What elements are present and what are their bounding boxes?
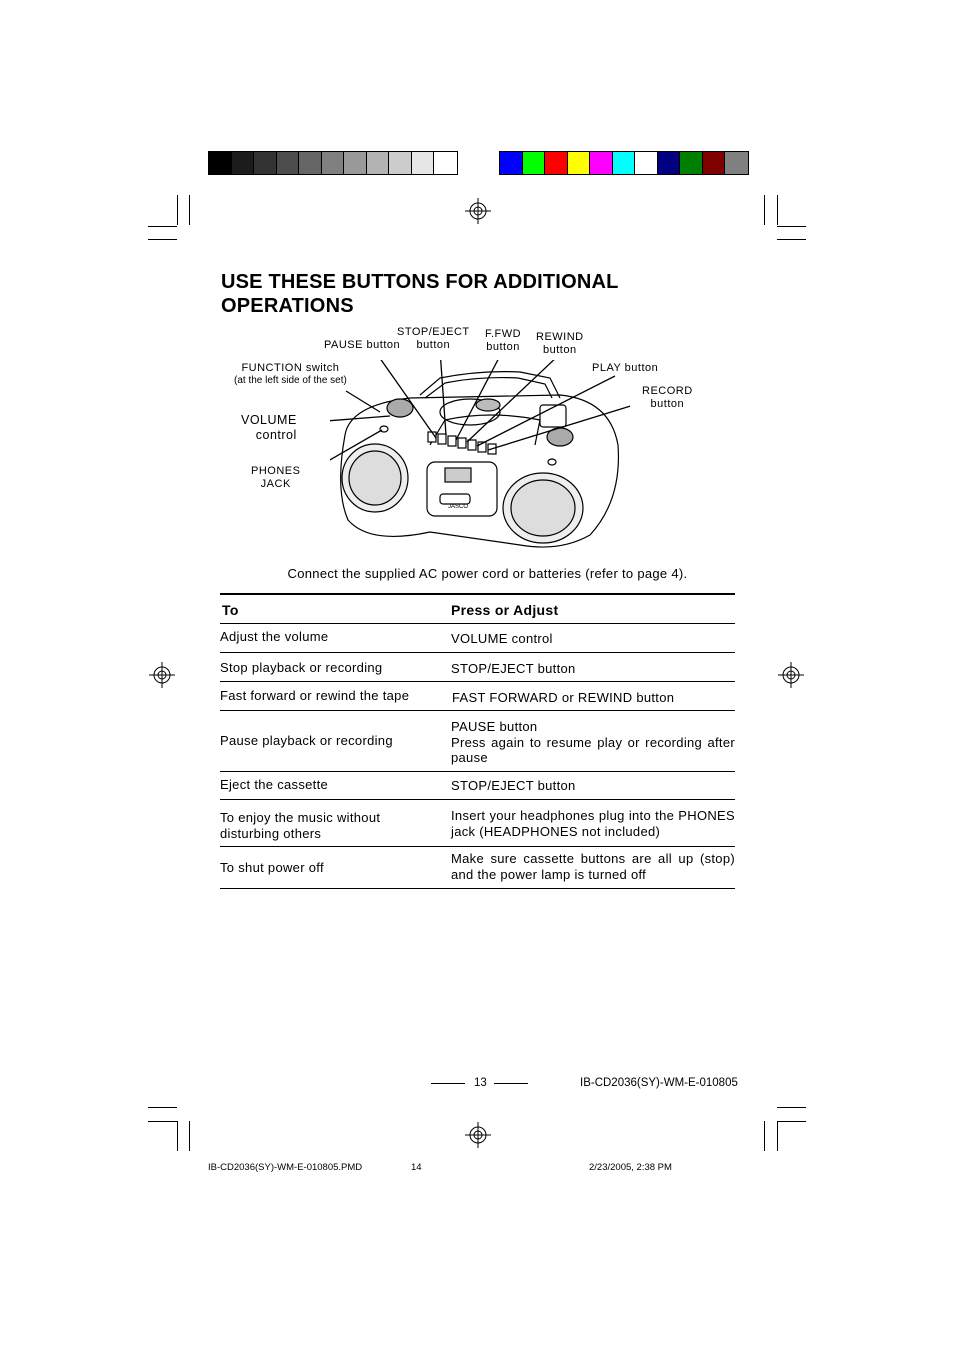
label-record: RECORD button [642, 385, 693, 410]
label-phones-jack: PHONES JACK [251, 465, 301, 490]
label-volume: VOLUME control [241, 413, 297, 442]
brand-text: JASCO [448, 504, 469, 510]
slug-timestamp: 2/23/2005, 2:38 PM [589, 1162, 672, 1173]
document-code: IB-CD2036(SY)-WM-E-010805 [580, 1077, 738, 1089]
slug-page: 14 [411, 1162, 422, 1173]
boombox-illustration [330, 360, 630, 560]
label-function-switch: FUNCTION switch (at the left side of the set) [234, 362, 347, 386]
label-rewind: REWIND button [536, 331, 584, 356]
label-pause: PAUSE button [324, 339, 401, 351]
page-title: USE THESE BUTTONS FOR ADDITIONAL OPERATIONS [221, 271, 619, 317]
label-play: PLAY button [592, 362, 659, 374]
slug-file: IB-CD2036(SY)-WM-E-010805.PMD [208, 1162, 363, 1173]
table-header-to: To [222, 602, 239, 618]
label-ffwd: F.FWD button [485, 328, 522, 353]
table-header-press: Press or Adjust [451, 602, 559, 618]
label-stop-eject: STOP/EJECT button [397, 326, 470, 351]
power-caption: Connect the supplied AC power cord or batteries (refer to page 4). [287, 566, 688, 581]
page-number: 13 [474, 1077, 487, 1089]
